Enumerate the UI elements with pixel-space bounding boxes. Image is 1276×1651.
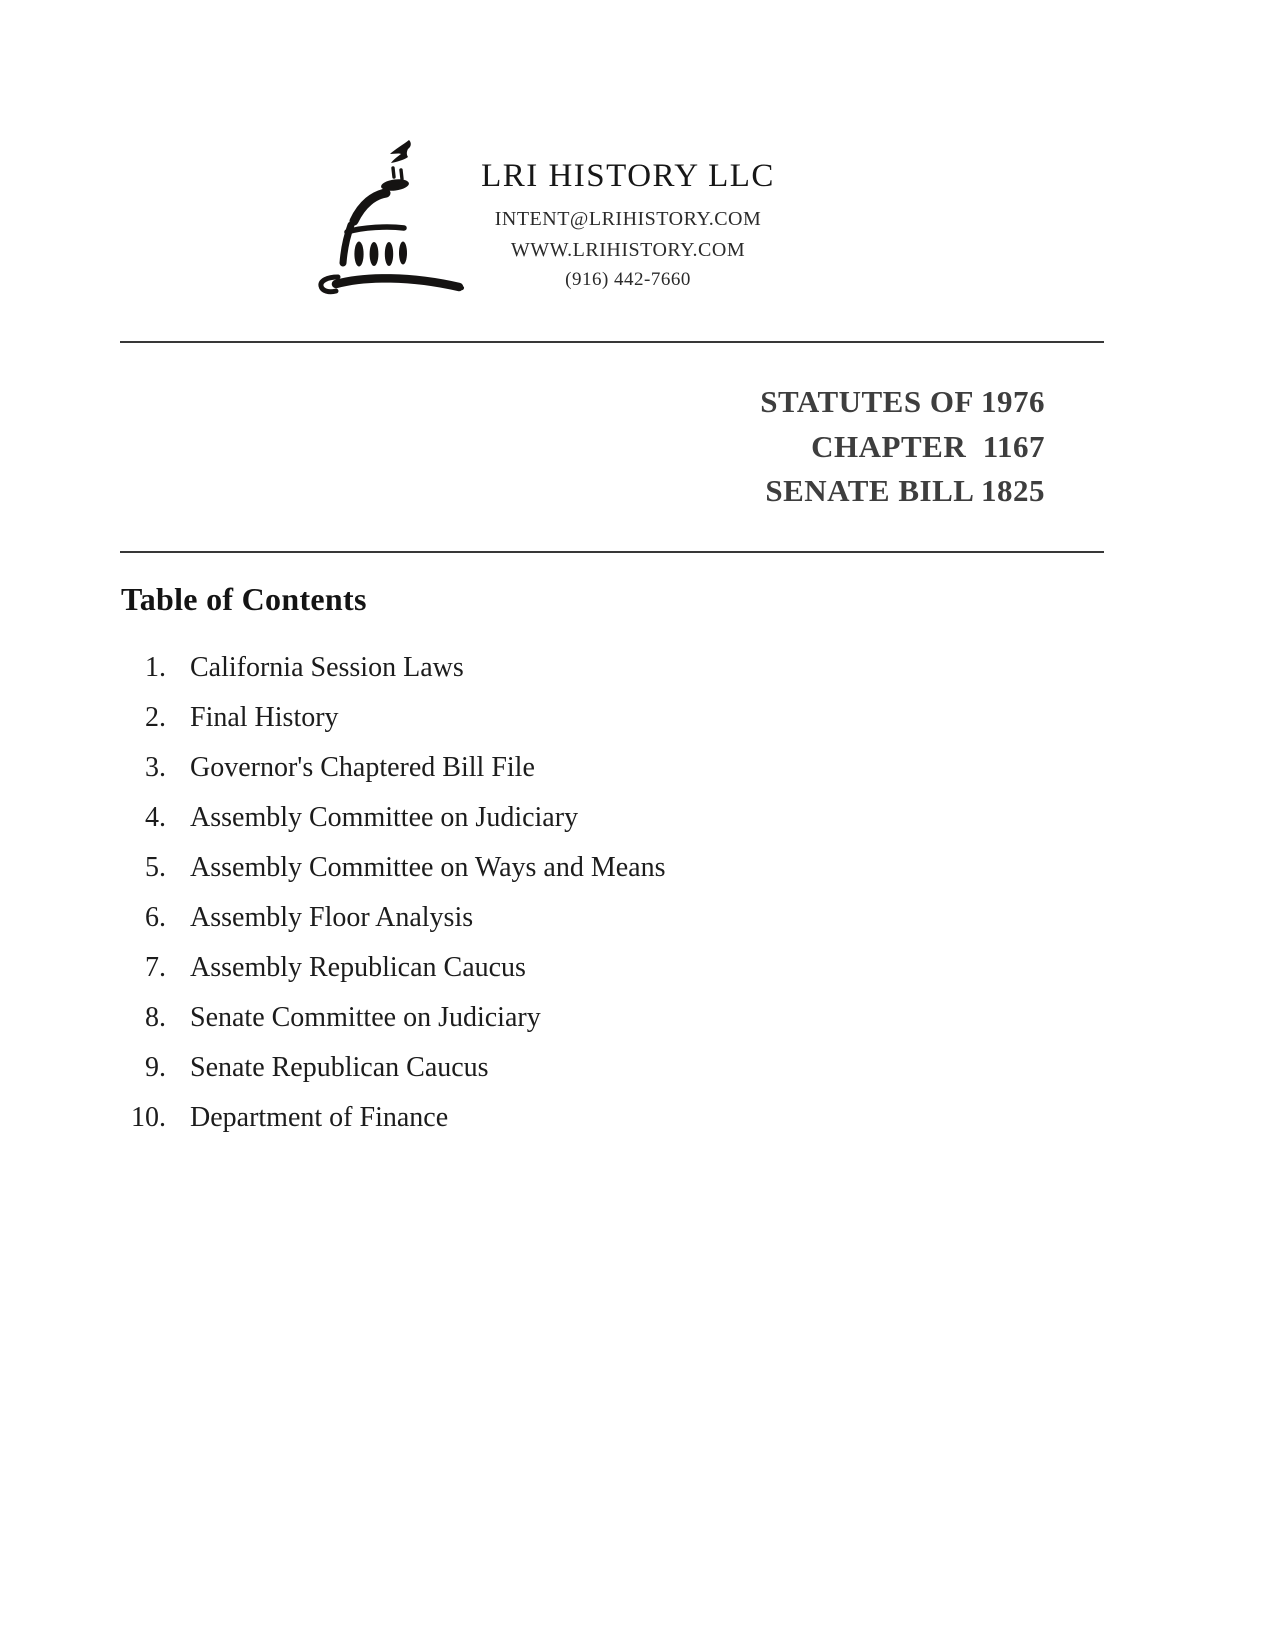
bill-reference-block [760,380,1045,514]
toc-item-number: 3. [145,752,166,783]
toc-item [110,743,666,793]
toc-item [110,943,666,993]
phone-text: (916) 442-7660 [565,269,691,290]
toc-item-number: 7. [145,952,166,983]
toc-item-number: 1. [145,652,166,683]
toc-item [110,843,666,893]
senate-bill-line: SENATE BILL 1825 [765,473,1045,508]
toc-item-label: Department of Finance [190,1102,449,1133]
email-text: INTENT@LRIHISTORY.COM [494,208,762,230]
toc-list [110,643,666,1143]
toc-item-label: California Session Laws [190,652,464,683]
statutes-line: STATUTES OF 1976 [760,384,1045,419]
toc-item [110,893,666,943]
toc-heading: Table of Contents [121,581,367,617]
toc-item-label: Senate Committee on Judiciary [190,1002,541,1033]
horizontal-rule-top [120,341,1104,343]
toc-item [110,1043,666,1093]
chapter-line: CHAPTER 1167 [811,428,1045,464]
toc-item-number: 8. [145,1002,166,1033]
toc-item-label: Senate Republican Caucus [190,1052,489,1083]
toc-item-number: 6. [145,902,166,933]
toc-item-number: 5. [145,852,166,883]
toc-item [110,993,666,1043]
toc-item-label: Assembly Committee on Ways and Means [190,852,666,883]
toc-item-label: Assembly Committee on Judiciary [190,802,579,833]
toc-item-label: Assembly Republican Caucus [190,952,526,983]
horizontal-rule-bottom [120,551,1104,553]
toc-item-label: Final History [190,702,339,733]
toc-item-number: 9. [145,1052,166,1083]
website-text: WWW.LRIHISTORY.COM [510,238,746,261]
toc-item-number: 2. [145,702,166,733]
toc-item [110,793,666,843]
toc-item-label: Governor's Chaptered Bill File [190,752,535,783]
toc-item [110,1093,666,1143]
toc-item [110,643,666,693]
letterhead [298,156,958,296]
toc-item [110,693,666,743]
toc-item-number: 4. [145,802,166,833]
company-name: LRI HISTORY LLC [481,158,775,194]
toc-item-number: 10. [131,1102,166,1133]
toc-item-label: Assembly Floor Analysis [190,902,474,933]
